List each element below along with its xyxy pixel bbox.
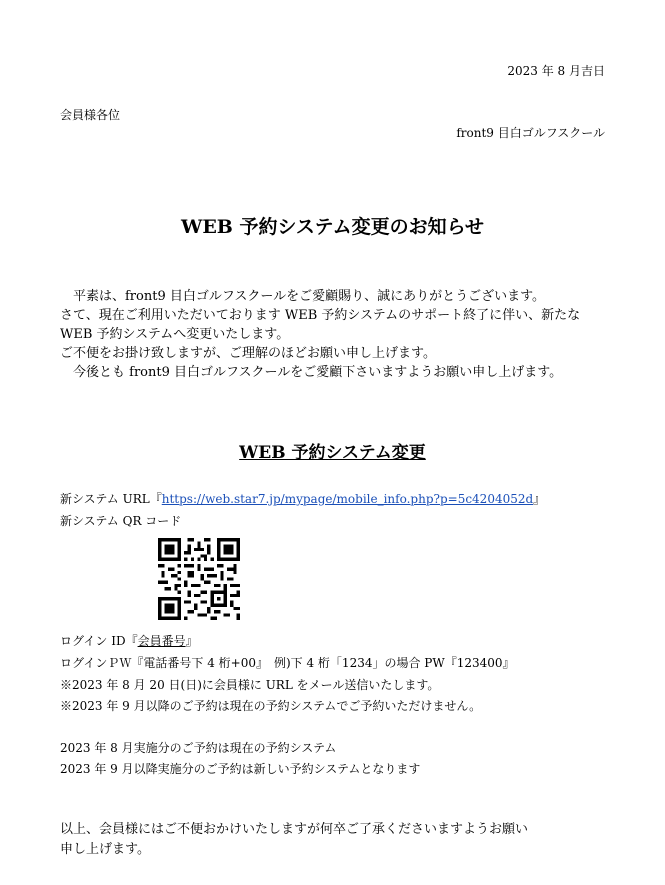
body-line: 今後とも front9 目白ゴルフスクールをご愛顧下さいますようお願い申し上げます。	[60, 365, 563, 380]
new-system-url-link[interactable]: https://web.star7.jp/mypage/mobile_info.php?p=5c4204052d	[161, 492, 534, 506]
new-system-url-line	[60, 490, 545, 509]
document-date: 2023 年 8 月吉日	[507, 64, 605, 78]
closing-line: 以上、会員様にはご不便おかけいたしますが何卒ご了承くださいますようお願い	[60, 822, 529, 837]
qr-code-label: 新システム QR コード	[60, 514, 182, 528]
login-id-value: 会員番号	[137, 634, 186, 648]
closing-paragraph	[60, 820, 528, 860]
schedule-september: 2023 年 9 月以降実施分のご予約は新しい予約システムとなります	[60, 762, 421, 776]
closing-line: 申し上げます。	[60, 842, 150, 857]
body-line: ご不便をお掛け致しますが、ご理解のほどお願い申し上げます。	[60, 346, 436, 361]
login-id-suffix: 』	[185, 634, 198, 648]
login-pw-line: ログインＰＷ『電話番号下 4 桁+00』 例)下 4 桁「1234」の場合 PW『123400』	[60, 656, 515, 670]
sender: front9 目白ゴルフスクール	[456, 126, 605, 140]
body-line: 平素は、front9 目白ゴルフスクールをご愛顧賜り、誠にありがとうございます。	[60, 289, 546, 304]
url-suffix: 』	[533, 492, 546, 506]
notice-title: WEB 予約システム変更のお知らせ	[180, 216, 485, 238]
login-id-prefix: ログイン ID『	[60, 634, 138, 648]
section-subtitle: WEB 予約システム変更	[239, 443, 426, 463]
url-prefix: 新システム URL『	[60, 492, 162, 506]
notice-body	[60, 287, 580, 382]
schedule-august: 2023 年 8 月実施分のご予約は現在の予約システム	[60, 741, 337, 755]
note-email-url: ※2023 年 8 月 20 日(日)に会員様に URL をメール送信いたします。	[60, 678, 440, 692]
note-september: ※2023 年 9 月以降のご予約は現在の予約システムでご予約いただけません。	[60, 699, 482, 713]
body-line: WEB 予約システムへ変更いたします。	[60, 327, 290, 342]
qr-code-icon	[158, 538, 240, 620]
recipient: 会員様各位	[60, 108, 121, 122]
body-line: さて、現在ご利用いただいております WEB 予約システムのサポート終了に伴い、新たな	[60, 308, 581, 323]
login-id-line	[60, 632, 198, 651]
